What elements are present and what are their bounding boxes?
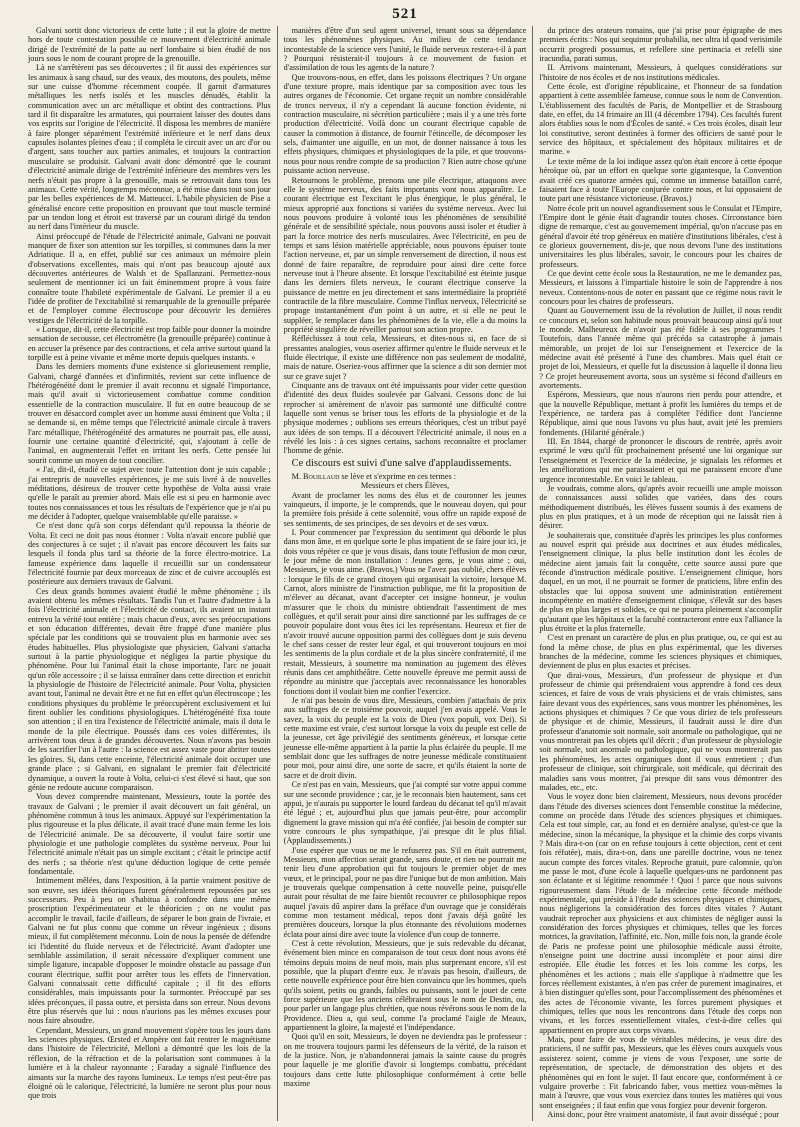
column-right bbox=[532, 26, 788, 1121]
paragraph: Dans les derniers moments d'une existence si glorieusement remplie, Galvani, chargé d'années et d'infirmités, revient sur cette influence de l'hétérogénéité dont le premier il avait reconnu et signalé l'importance, mais qu'il avait si victorieusement combattue comme condition essentielle de la contraction musculaire. Il fut en outre beaucoup de se trouver en désaccord complet avec un homme aussi éminent que Volta ; il se demande si, en même temps que l'électricité animale circule à travers l'arc métallique, l'hétérogénéité des armatures ne pourrait pas, elle aussi, fournir une certaine quantité d'électricité, qui, s'ajoutant à celle de l'animal, en augmenterait l'effet en irritant les nerfs. Cette pensée lui sourit comme un moyen de tout concilier. bbox=[28, 362, 271, 465]
paragraph: J'ose espérer que vous ne me le refuserez pas. S'il en était autrement, Messieurs, mon affection serait grande, sans doute, et rien ne pourrait me tenir lieu d'une approbation qui fut toujours le premier objet de mes vœux, et le principal, pour ne pas dire l'unique but de mon ambition. Mais je trouverais quelque compensation à cette nouvelle peine, puisqu'elle aurait pour résultat de me faire bientôt recouvrer ce philosophique repos auquel j'avais dû aspirer dans la préface d'un ouvrage que je considérais comme mon testament médical, repos dont j'avais déjà goûté les premières douceurs, lorsque la plus étonnante des révolutions modernes éclata pour ainsi dire avec toute la violence d'un coup de tonnerre. bbox=[283, 845, 527, 939]
paragraph: Ce n'est donc qu'à son corps défendant qu'il repoussa la théorie de Volta. Et ceci ne doit pas nous étonner : Volta n'avait encore publié que des conjectures à ce sujet ; il n'avait pas encore découvert les faits sur lesquels il fonda plus tard sa théorie de la force électro-motrice. La fameuse expérience dans laquelle il recueillit sur un condensateur l'électricité fournie par deux morceaux de zinc et de cuivre accouplés est postérieure aux derniers travaux de Galvani. bbox=[28, 521, 271, 587]
paragraph: « J'ai, dit-il, étudié ce sujet avec toute l'attention dont je suis capable ; j'ai entrepris de nouvelles expériences, je me suis livré à de nouvelles méditations, désireux de trouver cette hypothèse de Volta aussi vraie qu'elle le paraît au premier abord. Mais elle est si peu en harmonie avec toutes nos connaissances et tous les résultats de l'expérience que je n'ai pu me décider à l'adopter, quelque vraisemblable qu'elle paraisse. » bbox=[28, 465, 271, 521]
paragraph: Vous devez comprendre maintenant, Messieurs, toute la portée des travaux de Galvani ; le premier il avait découvert un fait général, un phénomène commun à tous les animaux. Appuyé sur l'expérimentation la plus rigoureuse et la plus délicate, il avait tracé d'une main ferme les lois de l'électricité animale. De sa découverte, il voulut faire sortir une physiologie et une pathologie complètes du système nerveux. Pour lui l'électricité animale n'était pas un simple excitant ; c'était le principe actif des nerfs ; sa théorie n'est qu'une déduction logique de cette pensée fondamentale. bbox=[28, 792, 271, 876]
paragraph: Que dirai-vous, Messieurs, d'un professeur de physique et d'un professeur de chimie qui prétendraient vous apprendre à fond ces deux sciences, et faire de vous de vrais physiciens et de vrais chimistes, sans faire devant vous des expériences, sans vous montrer les phénomènes, les actions physiques et chimiques ? Ce que vous diriez de tels professeurs de physique et de chimie, Messieurs, il faudrait aussi le dire d'un professeur d'anatomie soit normale, soit anormale ou pathologique, qui ne vous montrerait pas les objets qu'il décrit ; d'un professeur de physiologie soit normale, soit anormale ou pathologique, qui ne vous montrerait pas les phénomènes, les actes organiques dont il vous entretient ; d'un professeur de clinique, soit chirurgicale, soit médicale, qui décrirait des maladies sans vous montrer, j'ai presque dit sans vous démontrer des malades, etc., etc. bbox=[539, 670, 783, 792]
paragraph: II. Arrivons maintenant, Messieurs, à quelques considérations sur l'histoire de nos écoles et de nos institutions médicales. bbox=[539, 63, 783, 82]
paragraph: Intimement mêlées, dans l'exposition, à la partie vraiment positive de son œuvre, ses idées théoriques furent généralement repoussées par ses successeurs. Peu à peu on s'habitua à confondre dans une même proscription l'expérimentateur et le théoricien ; on ne voulut pas accomplir le travail, facile d'ailleurs, de séparer le bon grain de l'ivraie, et Galvani ne fut plus connu que comme un rêveur ingénieux ; disons mieux, il fut complètement méconnu. Loin de nous la pensée de défendre ici l'identité du fluide nerveux et de l'électricité. Avant d'adopter une semblable assimilation, il serait nécessaire d'expliquer comment une simple ligature, incapable d'opposer le moindre obstacle au passage d'un courant électrique, suffit pour arrêter tous les effets de l'innervation. Galvani connaissait cette difficulté capitale ; il fit des efforts considérables, mais impuissants pour la surmonter. Préoccupé par ses idées préconçues, il passa outre, et persista dans son erreur. Nous devons être plus réservés que lui : nous n'aurions pas les mêmes excuses pour nous faire absoudre. bbox=[28, 876, 271, 1026]
paragraph: Ainsi donc, pour être vraiment anatomiste, il faut avoir disséqué ; pour bbox=[547, 1109, 780, 1119]
speaker-intro bbox=[284, 472, 527, 481]
speaker-name: M. Bouillaud bbox=[291, 471, 340, 481]
salutation: Messieurs et chers Élèves, bbox=[360, 481, 450, 491]
paragraph: Avant de proclamer les noms des élus et de couronner les jeunes vainqueurs, il importe, je le comprends, que le nouveau doyen, qui pour la première fois préside à cette solennité, vous offre un rapide exposé de ses sentiments, de ses principes, de ses devoirs et de ses vœux. bbox=[283, 490, 527, 528]
paragraph: Que trouvons-nous, en effet, dans les poissons électriques ? Un organe d'une texture propre, mais identique par sa composition avec tous les autres organes de l'économie. Cet organe reçoit un nombre considérable de troncs nerveux, il n'y a cependant là aucune fonction évidente, ni contraction musculaire, ni sécrétion particulière ; mais il y a une très forte production d'électricité. Voilà donc un courant électrique capable de causer la commotion à distance, de fournir l'étincelle, de décomposer les sels, d'aimanter une aiguille, en un mot, de donner naissance à tous les effets physiques, chimiques et physiologiques de la pile, et que trouvons-nous pour nous rendre compte de sa production ? Rien autre chose qu'une puissante action nerveuse. bbox=[283, 72, 527, 176]
paragraph: Cette école, est d'origine républicaine, et l'honneur de sa fondation appartient à cette assemblée fameuse, connue sous le nom de Convention. L'établissement des facultés de Paris, de Montpellier et de Strasbourg date, en effet, du 14 frimaire an III (4 décembre 1794). Ces facultés furent alors établies sous le nom d'Écoles de santé. « Ces trois écoles, disait leur loi constitutive, seront destinées à former des officiers de santé pour le service des hôpitaux, et spécialement des hôpitaux militaires et de marine. » bbox=[539, 82, 783, 157]
paragraph: « Lorsque, dit-il, cette électricité est trop faible pour donner la moindre sensation de secousse, cet électromètre (la grenouille préparée) continue à en accuser la présence par des contractions, et cela arrive surtout quand la torpille est à peine vivante et même morte depuis quelques instants. » bbox=[28, 325, 271, 363]
paragraph: Je voudrais, comme alors, qu'après avoir recueilli une ample moisson de connaissances aussi solides que variées, dans des cours méthodiquement distribués, les élèves fussent soumis à des examens de plus en plus pratiques, et à un mode de réception qui ne laissât rien à désirer. bbox=[539, 483, 783, 531]
paragraph: Ces deux grands hommes avaient étudié le même phénomène ; ils avaient obtenu les mêmes résultats. Tandis l'un et l'autre d'admettre à la fois l'électricité animale et l'électricité de contact, ils avaient un instant entrevu la vérité tout entière ; mais chacun d'eux, avec ses préoccupations et son éducation différentes, devait être frappé d'une manière plus spéciale par les conditions qui se trouvaient plus en harmonie avec ses études habituelles. Plus physiologiste que physicien, Galvani s'attacha surtout à la partie physiologique et négligea la partie physique du phénomène. Pour lui l'animal était la chose importante, l'arc ne jouait qu'un rôle accessoire ; il se laissa entraîner dans cette direction et enrichit la physiologie de l'histoire de l'électricité animale. Pour Volta, physicien avant tout, l'animal ne devait être et ne fut en effet qu'un électroscope ; les conditions physiques du problème le préoccupèrent exclusivement et lui firent oublier les conditions physiologiques. L'hétérogénéité fixa toute son attention ; il en tira l'existence de l'électricité animale, mais il dota le monde de la pile électrique. Poussés dans ces voies différentes, ils arrivèrent tous deux à de grandes découvertes. Nous n'avons pas besoin de les sacrifier l'un à l'autre : la science est assez vaste pour abriter toutes les gloires. Si, dans cette enceinte, l'électricité animale doit occuper une grande place ; si Galvani, en signalant le premier fait d'électricité dynamique, a ouvert la route à Volta, celui-ci s'est élevé si haut, que son génie ne redoute aucune comparaison. bbox=[28, 586, 271, 792]
text-columns bbox=[22, 26, 788, 1121]
section-heading: Ce discours est suivi d'une salve d'applaudissements. bbox=[291, 457, 512, 469]
paragraph: Espérons, Messieurs, que nous n'aurons rien perdu pour attendre, et que la nouvelle République, mettant à profit les lumières du temps et de l'expérience, ne tardera pas à compléter l'édifice dont l'ancienne République, ainsi que nous l'avons vu plus haut, avait jeté les premiers fondements. (Hilarité générale.) bbox=[539, 390, 783, 437]
paragraph: Vous le voyez donc bien clairement, Messieurs, nous devons procéder dans l'étude des diverses sciences dont l'ensemble constitue la médecine, comme on procède dans l'étude des sciences physiques et chimiques. Cela est tout simple, car, au fond et en dernière analyse, qu'est-ce que la médecine, sinon la mécanique, la physique et la chimie des corps vivants ? Mais dira-t-on (car on en refuse toujours à cette objection, cent et cent fois réfutée), mais, dira-t-on, dans une pareille doctrine, vous ne tenez aucun compte des forces vitales. Reproche gratuit, pure calomnie, qu'on me passe le mot, d'une école à laquelle quelques-uns ne pardonnent pas son éclatante et si légitime renommée ! Quoi ! parce que nous suivons rigoureusement dans l'étude de la médecine cette féconde méthode expérimentale, qui préside à l'étude des sciences physiques et chimiques, nous négligerions la considération des forces dites vitales ? Autant vaudrait reprocher aux physiciens et aux chimistes de négliger aussi la considération des forces physiques et chimiques, telles que les forces motrices, la gravitation, l'affinité, etc. Non, mille fois non, la grande école de Paris ne professe point une philosophie médicale aussi étroite, n'enseigne point une doctrine aussi incomplète et pour ainsi dire estropiée. Elle étudie les forces et les lois comme les corps, les phénomènes et les actions ; mais elle s'applique à n'admettre que les forces réellement existantes, à n'en pas créer de purement imaginaires, et à bien distinguer qu'elles sont, pour l'accomplissement des phénomènes et des actes de l'économie vivante, les forces purement physiques et chimiques, telles que nous les rencontrons dans l'étude des corps non vivans, et les forces essentiellement vitales, c'est-à-dire celles qui appartiennent en propre aux corps vivans. bbox=[539, 792, 783, 1035]
paragraph: III. En 1844, chargé de prononcer le discours de rentrée, après avoir exprimé le vœu qu'il fût prochainement présenté une loi organique sur l'enseignement et l'exercice de la médecine, je signalais les réformes et les améliorations qui me paraissaient et qui me paraissent encore d'une urgence incontestable. En voici le tableau. bbox=[539, 437, 783, 484]
paragraph: Ce que devint cette école sous la Restauration, ne me le demandez pas, Messieurs, et laissons à l'impartiale histoire le soin de l'apprendre à nos neveux. Contentons-nous de noter en passant que ce régime nous ravit le concours pour les chaires de professeurs. bbox=[539, 268, 783, 306]
paragraph: Je souhaiterais que, constituée d'après les principes les plus conformes au nouvel esprit qui préside aux doctrines et aux études médicales, l'enseignement clinique, la plus belle institution dont les écoles de médecine aient jamais fait la conquête, cette source aussi pure que féconde d'instruction médicale positive. L'enseignement clinique, hors duquel, en un mot, il ne pourrait se former de praticiens, libre enfin des obstacles que lui opposa souvent une administration entièrement incompétente en matière d'enseignement clinique, s'élevât sur des bases de plus en plus larges et solides, ce qui ne pourra pleinement s'accomplir qu'autant que les hôpitaux et la faculté contracteront entre eux l'alliance la plus étroite et la plus fraternelle. bbox=[539, 530, 783, 633]
speaker-intro-text: se lève et s'exprime en ces termes : bbox=[339, 471, 457, 481]
paragraph: Quant au Gouvernement issu de la révolution de Juillet, il nous rendit ce concours et, selon son habitude nous prouvait beaucoup ainsi qu'à tout le monde. Malheureux de n'avoir pas été fidèle à ses programmes ! Toutefois, dans l'année même qui précéda sa catastrophe à jamais mémorable, un projet de loi sur l'enseignement et l'exercice de la médecine avait été présenté à l'une des chambres. Mais quel était ce projet de loi, Messieurs, et quelle fut la discussion à laquelle il donna lieu ? Ce projet heureusement avorta, sous un système si fécond d'ailleurs en avortements. bbox=[539, 306, 783, 391]
paragraph: Cependant, Messieurs, un grand mouvement s'opère tous les jours dans les sciences physiques. Œrsted et Ampère ont fait rentrer le magnétisme dans l'histoire de l'électricité, Melloni a démontré que les lois de la réflexion, de la réfraction et de la polarisation sont communes à la lumière et à la chaleur rayonnante ; Faraday a signalé l'influence des aimants sur la marche des rayons lumineux. Le temps n'est peut-être pas éloigné où le calorique, l'électricité, la lumière ne seront plus pour nous que trois bbox=[28, 1025, 271, 1101]
paragraph: C'est en prenant un caractère de plus en plus pratique, ou, ce qui est au fond la même chose, de plus en plus expérimental, que les diverses branches de la médecine, comme les sciences physiques et chimiques, deviennent de plus en plus exactes et précises. bbox=[539, 633, 783, 671]
paragraph: I. Pour commencer par l'expression du sentiment qui déborde le plus dans mon âme, et en quelque sorte le plus impatient de se faire jour ici, je dois vous répéter ce que je vous disais, dans toute l'effusion de mon cœur, le jour même de mon installation : Jeunes gens, je vous aime ; oui, Messieurs, je vous aime. (Bravos.) Vous ne l'avez pas oublié, chers élèves : lorsque le fils de ce grand citoyen qui organisait la victoire, lorsque M. Carnot, alors ministre de l'instruction publique, me fit la proposition de m'élever au décanat, avant d'accepter cet insigne honneur, je voulus m'assurer que le choix du ministre obtiendrait l'assentiment de mes collègues, et qu'il serait pour ainsi dire sanctionné par les suffrages de ce pouvoir populaire dont vous êtes ici les représentans. Heureux et fier de n'avoir trouvé aucune opposition parmi des collègues dont je suis devenu le chef sans cesser de rester leur égal, et qui trouveront toujours en moi les sentiments de la plus cordiale et de la plus sincère confraternité, il me restait, Messieurs, à soumettre ma nomination au jugement des élèves réunis dans cet amphithéâtre. Cette nouvelle épreuve me permit aussi de répondre au ministre que j'acceptais avec reconnaissance les honorables fonctions dont il voulait bien me confier l'exercice. bbox=[283, 527, 527, 696]
paragraph: Ce n'est pas en vain, Messieurs, que j'ai compté sur votre appui comme sur une seconde providence ; car, je le reconnais bien hautement, sans cet appui, je n'aurais pu supporter le lourd fardeau du décanat tel qu'il m'avait été légué ; et, aujourd'hui plus que jamais peut-être, pour accomplir dignement la grave mission qui m'a été confiée, j'ai besoin de compter sur votre concours le plus sympathique, j'ai presque dit le plus filial. (Applaudissements.) bbox=[283, 780, 527, 846]
paragraph: Cinquante ans de travaux ont été impuissants pour vider cette question d'identité des deux fluides soulevée par Galvani. Cessons donc de lui reprocher si amèrement de n'avoir pas surmonté une difficulté contre laquelle sont venus se briser tous les efforts de la physiologie et de la physique modernes ; oublions ses erreurs théoriques, c'est un tribut payé aux idées de son temps. Il a découvert l'électricité animale, il nous en a révélé les lois : à ces signes certains, sachons reconnaître et proclamer l'homme de génie. bbox=[283, 381, 527, 456]
paragraph: du prince des orateurs romains, que j'ai prise pour épigraphe de mes premiers écrits : Nos qui sequimur probabilia, nec ultra id quod verisimile occurrit progredi possumus, et refellere sine pertinacia et refelli sine iracundia, parati sumus. bbox=[539, 26, 783, 64]
paragraph: C'est à cette révolution, Messieurs, que je suis redevable du décanat, événement bien mince en comparaison de tout ceux dont nous avons été témoins depuis moins de neuf mois, mais plus surprenant encore, s'il est possible, que la plupart d'entre eux. Je n'avais pas besoin, d'ailleurs, de cette nouvelle expérience pour être bien convaincu que les hommes, quels qu'ils soient, petits ou grands, faibles ou puissants, sont le jouet de cette force supérieure que les anciens célébraient sous le nom de Destin, ou, pour parler un langage plus chrétien, que nous révérons sous le nom de la Providence. Dieu a, qui seul, comme l'a proclamé l'aigle de Meaux, appartiennent la gloire, la majesté et l'indépendance. bbox=[283, 939, 527, 1033]
paragraph: Notre école prit un nouvel agrandissement sous le Consulat et l'Empire, l'Empire dont le génie était d'agrandir toutes choses. Circonstance bien digne de remarque, c'est au gouvernement impérial, qu'on n'accuse pas en général d'avoir été trop généreux en matière d'institutions libérales, c'est à ce glorieux gouvernement, dis-je, que nous devons l'une des institutions universitaires les plus libérales, savoir, le concours pour les chaires de professeurs. bbox=[539, 203, 783, 269]
paragraph: Ainsi préoccupé de l'étude de l'électricité animale, Galvani ne pouvait manquer de fixer son attention sur les torpilles, si communes dans la mer Adriatique. Il a, en effet, publié sur ces animaux un mémoire plein d'observations excellentes, mais qui n'ont pas beaucoup ajouté aux découvertes antérieures de Walsh et de Spallanzani. Permettez-nous seulement de mentionner ici un fait éminemment propre à vous faire connaître toute l'habileté expérimentale de Galvani. Le premier il a eu l'idée de profiter de l'excitabilité si remarquable de la grenouille préparée et de l'employer comme électroscope pour découvrir les dernières vestiges de l'électricité de la torpille. bbox=[28, 231, 271, 325]
paragraph: Je n'ai pas besoin de vous dire, Messieurs, combien j'attachais de prix aux suffrages de ce troisième pouvoir, auquel j'en avais appelé. Vous le savez, la voix du peuple est la voix de Dieu (vox populi, vox Dei). Si cette maxime est vraie, c'est surtout lorsque la voix du peuple est celle de la jeunesse, cet âge privilégié des sentiments généreux, et lorsque cette jeunesse elle-même appartient à la partie la plus éclairée du peuple. Il me semblait donc que les suffrages de notre jeunesse médicale constituaient pour moi, pour ainsi dire, une sorte de sacre, et qu'ils étaient la sorte de sacre et de droit divin. bbox=[283, 696, 527, 780]
paragraph: Réfléchissez à tout cela, Messieurs, et dites-nous si, en face de si pressantes analogies, vous oseriez affirmer qu'entre le fluide nerveux et le fluide électrique, il existe une différence non pas seulement de modalité, mais de nature. Oseriez-vous affirmer que la science a dit son dernier mot sur ce grave sujet ? bbox=[283, 334, 527, 381]
page-number: 521 bbox=[392, 6, 418, 22]
paragraph: Galvani sortit donc victorieux de cette lutte ; il eut la gloire de mettre hors de toute contestation possible ce mouvement d'électricité animale dirigé de l'extrémité de la patte au nerf lombaire si bien étudié de nos jours sous le nom de courant propre de la grenouille. bbox=[28, 26, 271, 64]
paragraph: Mais, pour faire de vous de véritables médecins, je veux dire des praticiens, il ne suffit pas, Messieurs, que les élèves cours auxquels vous assisterez soient, comme je viens de vous l'exposer, une sorte de représentation, de spectacle, de démonstration des objets et des phénomènes qui en font le sujet. Il faut encore que, conformément à ce vulgaire proverbe : Fit fabricando faber, vous mettiez vous-mêmes la main à l'œuvre, que vous vous exerciez dans toutes les matières qui vous sont enseignées ; il faut enfin que vous forgiez pour devenir forgeron. bbox=[539, 1035, 783, 1110]
paragraph: Retournons le problème, prenons une pile électrique, attaquons avec elle le système nerveux, des faits importants vont nous apparaître. Le courant électrique est l'excitant le plus énergique, le plus général, le mieux approprié aux fonctions si variées du système nerveux. Avec lui nous pouvons produire à volonté tous les phénomènes de sensibilité générale et de sensibilité spéciale, nous pouvons aussi isoler et étudier à part la force motrice des nerfs musculaires. Avec l'électricité, en peu de temps et sans lésion matérielle appréciable, nous pouvons épuiser toute l'action nerveuse, et, par un simple renversement de direction, il nous est donné de faire reparaître, de reproduire pour ainsi dire cette force nerveuse tout à l'heure absente. Et lorsque l'excitabilité est éteinte jusque dans les derniers filets nerveux, le courant électrique conserve la puissance de mettre en jeu directement et sans intermédiaire la propriété contractile de la fibre musculaire. Comme l'influx nerveux, l'électricité se propage instantanément d'un point à un autre, et si elle ne peut le suppléer, le remplacer dans les phénomènes de la vie, elle a du moins la propriété singulière de réveiller partout son action propre. bbox=[283, 175, 527, 334]
paragraph: Là ne s'arrêtèrent pas ses découvertes ; il fit aussi des expériences sur les animaux à sang chaud, sur des veaux, des moutons, des poulets, même sur une cuisse d'homme récemment coupée. Il garnit d'armatures métalliques les nerfs isolés et les muscles dénudés, établit la communication avec un arc métallique et obtint des contractions. Plus tard il fit disparaître les armatures, qui pourraient laisser des doutes dans vos esprits sur l'origine de l'électricité. Il disposa les membres de manière à faire plonger séparément l'extrémité inférieure et le nerf dans deux capsules isolantes pleines d'eau ; il compléta le circuit avec un arc d'or ou d'argent, sans toucher aux parties animales, et toujours la contraction musculaire se produisit. Galvani avait donc démontré que le courant d'électricité animale dirige de l'extrémité inférieure des membres vers les nerfs n'était pas propre à la grenouille, mais se retrouvait dans tous les animaux. Cette vérité, longtemps méconnue, a été mise dans tout son jour par les belles expériences de M. Matteucci. L'habile physicien de Pise a généralisé encore cette proposition en prouvant que tout muscle terminé par un tendon long et étroit est traversé par un courant dirigé du tendon au nerf dans l'intérieur du muscle. bbox=[28, 63, 271, 232]
paragraph: manières d'être d'un seul agent universel, tenant sous sa dépendance tous les phénomènes physiques. Au milieu de cette tendance incontestable de la science vers l'unité, le fluide nerveux restera-t-il à part ? Pourquoi résisterait-il toujours à ce mouvement de fusion et d'assimilation de tous les agents de la nature ? bbox=[283, 26, 527, 73]
paragraph: Le texte même de la loi indique assez qu'on était encore à cette époque héroïque où, par un effort en quelque sorte gigantesque, la Convention avait créé ces quatorze armées qui, comme un immense bataillon carré, faisaient face à toute l'Europe conjurée contre nous, et lui opposaient de toute part une résistance victorieuse. (Bravos.) bbox=[539, 156, 783, 204]
column-left bbox=[22, 26, 277, 1121]
paragraph: Quoi qu'il en soit, Messieurs, le doyen ne deviendra pas le professeur : on me trouvera toujours parmi les défenseurs de la vérité, de la raison et de la justice. Non, je n'abandonnerai jamais la sainte cause du progrès pour laquelle je me glorifie d'avoir si longtemps combattu, précédant toujours dans cette lutte philosophique conformément à cette belle maxime bbox=[283, 1032, 527, 1089]
column-middle bbox=[277, 26, 533, 1121]
